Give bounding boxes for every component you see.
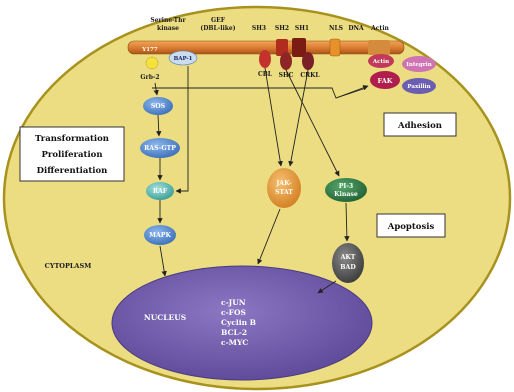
apoptosis-label: Apoptosis [387, 222, 435, 232]
kinase-label: Kinase [334, 191, 358, 198]
gene-c-myc: c-MYC [221, 338, 249, 347]
actin-node-label: Actin [372, 59, 390, 65]
gene-c-jun: c-JUN [221, 298, 246, 307]
adhesion-label: Adhesion [398, 121, 442, 131]
stat-label: STAT [275, 189, 293, 196]
fak-label: FAK [377, 77, 393, 85]
mapk-label: MAPK [149, 232, 171, 239]
grb2-label: Grb-2 [140, 74, 160, 81]
nucleus-label: NUCLEUS [143, 313, 187, 322]
domain-label-sh1: SH1 [294, 25, 310, 32]
jak-stat-node [267, 168, 301, 208]
bad-label: BAD [340, 264, 356, 271]
akt-bad-node [332, 243, 364, 283]
paxillin-label: Paxillin [407, 84, 431, 90]
domain-label-serine-thr: Serine-Thr [150, 17, 186, 24]
proliferation-label: Proliferation [41, 150, 103, 160]
domain-label-dna: DNA [348, 25, 364, 32]
domain-label-sh2: SH2 [274, 25, 290, 32]
adhesion-box [384, 113, 456, 136]
domain-label-dbl-like: (DBL-like) [200, 25, 236, 32]
domain-label-sh3: SH3 [251, 25, 267, 32]
crkl-node [302, 52, 314, 70]
pi3-label: PI-3 [338, 183, 354, 190]
gene-c-fos: c-FOS [221, 308, 246, 317]
shc-node [280, 52, 292, 70]
apoptosis-box [377, 214, 445, 237]
domain-label-kinase: kinase [157, 25, 179, 32]
pi3-kinase-node [325, 178, 367, 202]
raf-label: RAF [152, 188, 168, 195]
y177-label: Y177 [142, 47, 158, 53]
transformation-label: Transformation [35, 134, 109, 144]
bap1-label: BAP-1 [173, 56, 193, 62]
transformation-box [20, 127, 124, 181]
cytoplasm-label: CYTOPLASM [44, 262, 92, 270]
differentiation-label: Differentiation [36, 166, 108, 176]
grb2-dot [146, 57, 158, 69]
gene-cyclin-b: Cyclin B [221, 318, 256, 327]
ras-gtp-label: RAS-GTP [144, 145, 176, 152]
domain-label-nls: NLS [328, 25, 344, 32]
cbl-node [259, 50, 271, 68]
domain-label-actin: Actin [371, 25, 389, 32]
akt-label: AKT [340, 254, 356, 261]
integrin-label: Integrin [406, 62, 432, 68]
domain-label-gef: GEF [211, 17, 225, 24]
sos-label: SOS [150, 103, 166, 110]
crkl-label: CRKL [300, 72, 320, 79]
shc-label: SHC [278, 72, 294, 79]
gene-bcl-2: BCL-2 [221, 328, 248, 337]
cbl-label: CBL [257, 71, 273, 78]
jak-label: JAK- [276, 180, 292, 187]
